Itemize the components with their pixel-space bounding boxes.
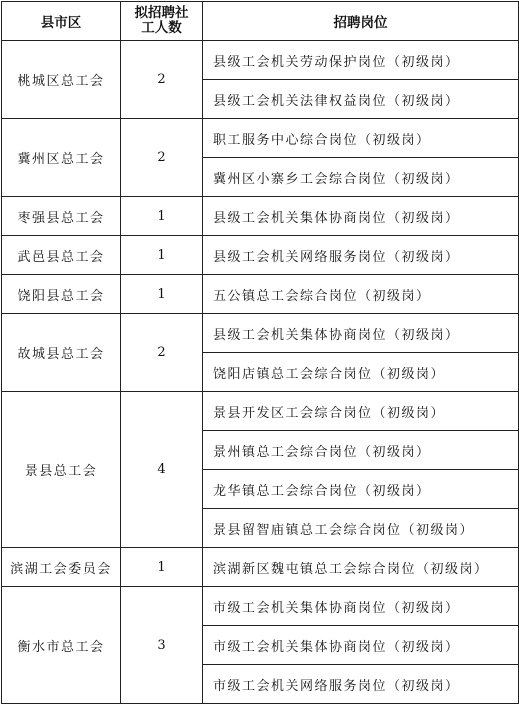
position-cell: 冀州区小寨乡工会综合岗位（初级岗） [203,158,519,197]
table-row [2,119,519,158]
position-cell: 市级工会机关集体协商岗位（初级岗） [203,587,519,626]
county-cell: 冀州区总工会 [2,119,121,197]
count-cell: 1 [121,548,203,587]
position-cell: 县级工会机关网络服务岗位（初级岗） [203,236,519,275]
header-positions: 招聘岗位 [203,2,519,41]
table-row [2,587,519,626]
count-cell: 3 [121,587,203,704]
county-cell: 衡水市总工会 [2,587,121,704]
header-county: 县市区 [2,2,121,41]
position-cell: 景县留智庙镇总工会综合岗位（初级岗） [203,509,519,548]
table-row [2,275,519,314]
position-cell: 市级工会机关集体协商岗位（初级岗） [203,626,519,665]
count-cell: 2 [121,41,203,119]
position-cell: 县级工会机关集体协商岗位（初级岗） [203,314,519,353]
table-row [2,314,519,353]
table-body [2,41,519,704]
position-cell: 景县开发区工会综合岗位（初级岗） [203,392,519,431]
county-cell: 滨湖工会委员会 [2,548,121,587]
position-cell: 五公镇总工会综合岗位（初级岗） [203,275,519,314]
header-row [2,2,519,41]
header-count [121,2,203,41]
table-row [2,41,519,80]
position-cell: 景州镇总工会综合岗位（初级岗） [203,431,519,470]
position-cell: 市级工会机关网络服务岗位（初级岗） [203,665,519,704]
county-cell: 武邑县总工会 [2,236,121,275]
table-row [2,236,519,275]
table-row [2,548,519,587]
count-cell: 1 [121,236,203,275]
header-count-line1: 拟招聘社 [134,5,189,21]
position-cell: 县级工会机关法律权益岗位（初级岗） [203,80,519,119]
header-count-line2: 工人数 [141,20,182,36]
table-row [2,392,519,431]
county-cell: 故城县总工会 [2,314,121,392]
recruitment-table [1,1,519,704]
position-cell: 县级工会机关集体协商岗位（初级岗） [203,197,519,236]
table-row [2,197,519,236]
position-cell: 职工服务中心综合岗位（初级岗） [203,119,519,158]
county-cell: 桃城区总工会 [2,41,121,119]
county-cell: 景县总工会 [2,392,121,548]
count-cell: 1 [121,275,203,314]
position-cell: 龙华镇总工会综合岗位（初级岗） [203,470,519,509]
count-cell: 2 [121,314,203,392]
position-cell: 饶阳店镇总工会综合岗位（初级岗） [203,353,519,392]
position-cell: 滨湖新区魏屯镇总工会综合岗位（初级岗） [203,548,519,587]
count-cell: 1 [121,197,203,236]
county-cell: 饶阳县总工会 [2,275,121,314]
count-cell: 4 [121,392,203,548]
count-cell: 2 [121,119,203,197]
county-cell: 枣强县总工会 [2,197,121,236]
position-cell: 县级工会机关劳动保护岗位（初级岗） [203,41,519,80]
